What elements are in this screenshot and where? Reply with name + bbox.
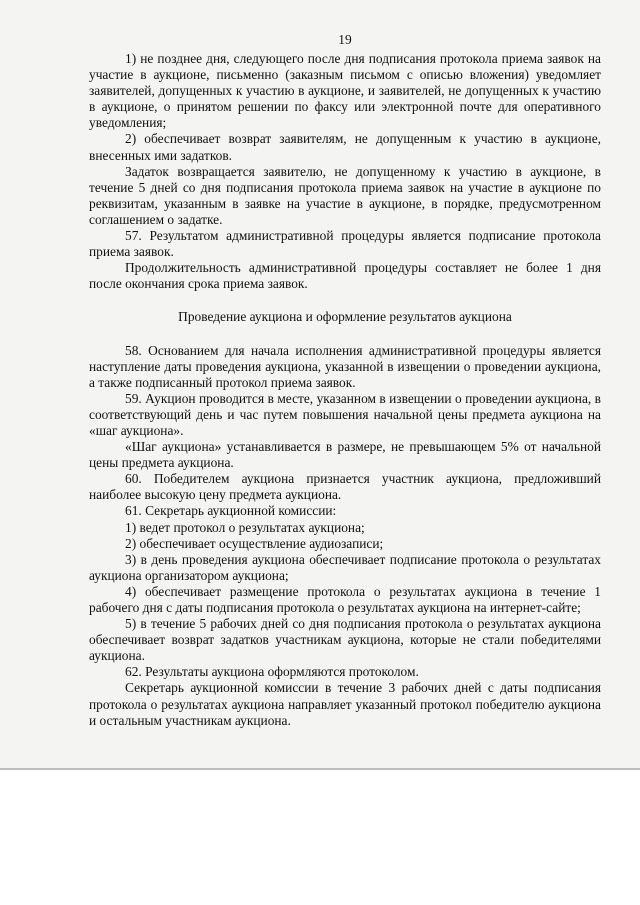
paragraph: «Шаг аукциона» устанавливается в размере, не превышающем 5% от начальной цены предмета аукциона. <box>89 439 601 471</box>
paragraph: 61. Секретарь аукционной комиссии: <box>125 503 337 519</box>
page-number: 19 <box>338 32 352 47</box>
paragraph: 60. Победителем аукциона признается участник аукциона, предложивший наиболее высокую цену предмета аукциона. <box>89 471 601 503</box>
list-item: 4) обеспечивает размещение протокола о результатах аукциона в течение 1 рабочего дня с даты подписания протокола о результатах аукциона на интернет-сайте; <box>89 583 601 615</box>
paragraph: 58. Основанием для начала исполнения административной процедуры является наступление даты проведения аукциона, указанной в извещении о проведении аукциона, а также подписанный протокол приема заявок. <box>89 342 601 390</box>
list-item: 1) ведет протокол о результатах аукциона; <box>125 519 365 535</box>
paragraph: Секретарь аукционной комиссии в течение 3 рабочих дней с даты подписания протокола о результатах аукциона направляет указанный протокол победителю аукциона и остальным участникам аукциона. <box>89 680 601 728</box>
paragraph: 1) не позднее дня, следующего после дня подписания протокола приема заявок на участие в аукционе, письменно (заказным письмом с описью вложения) уведомляет заявителей, допущенных к участию в аукционе, и заявителей, не допущенных к участию в аукционе, о принятом решении по факсу или электронной почте для оперативного уведомления; <box>89 51 601 131</box>
paragraph: 59. Аукцион проводится в месте, указанном в извещении о проведении аукциона, в соответствующий день и час путем повышения начальной цены предмета аукциона на «шаг аукциона». <box>89 390 601 438</box>
section-title: Проведение аукциона и оформление результатов аукциона <box>178 309 512 325</box>
paragraph: 2) обеспечивает возврат заявителям, не допущенным к участию в аукционе, внесенных ими задатков. <box>89 131 601 163</box>
paragraph: 62. Результаты аукциона оформляются протоколом. <box>125 664 419 680</box>
list-item: 5) в течение 5 рабочих дней со дня подписания протокола о результатах аукциона обеспечивает возврат задатков участникам аукциона, которые не стали победителями аукциона. <box>89 616 601 664</box>
paragraph: 57. Результатом административной процедуры является подписание протокола приема заявок. <box>89 228 601 260</box>
document-body <box>89 51 601 729</box>
list-item: 2) обеспечивает осуществление аудиозаписи; <box>125 535 384 551</box>
paragraph: Продолжительность административной процедуры составляет не более 1 дня после окончания срока приема заявок. <box>89 260 601 292</box>
list-item: 3) в день проведения аукциона обеспечивает подписание протокола о результатах аукциона организатором аукциона; <box>89 551 601 583</box>
paragraph: Задаток возвращается заявителю, не допущенному к участию в аукционе, в течение 5 дней со дня подписания протокола приема заявок на участие в аукционе по реквизитам, указанным в заявке на участие в аукционе, в порядке, предусмотренном соглашением о задатке. <box>89 163 601 227</box>
